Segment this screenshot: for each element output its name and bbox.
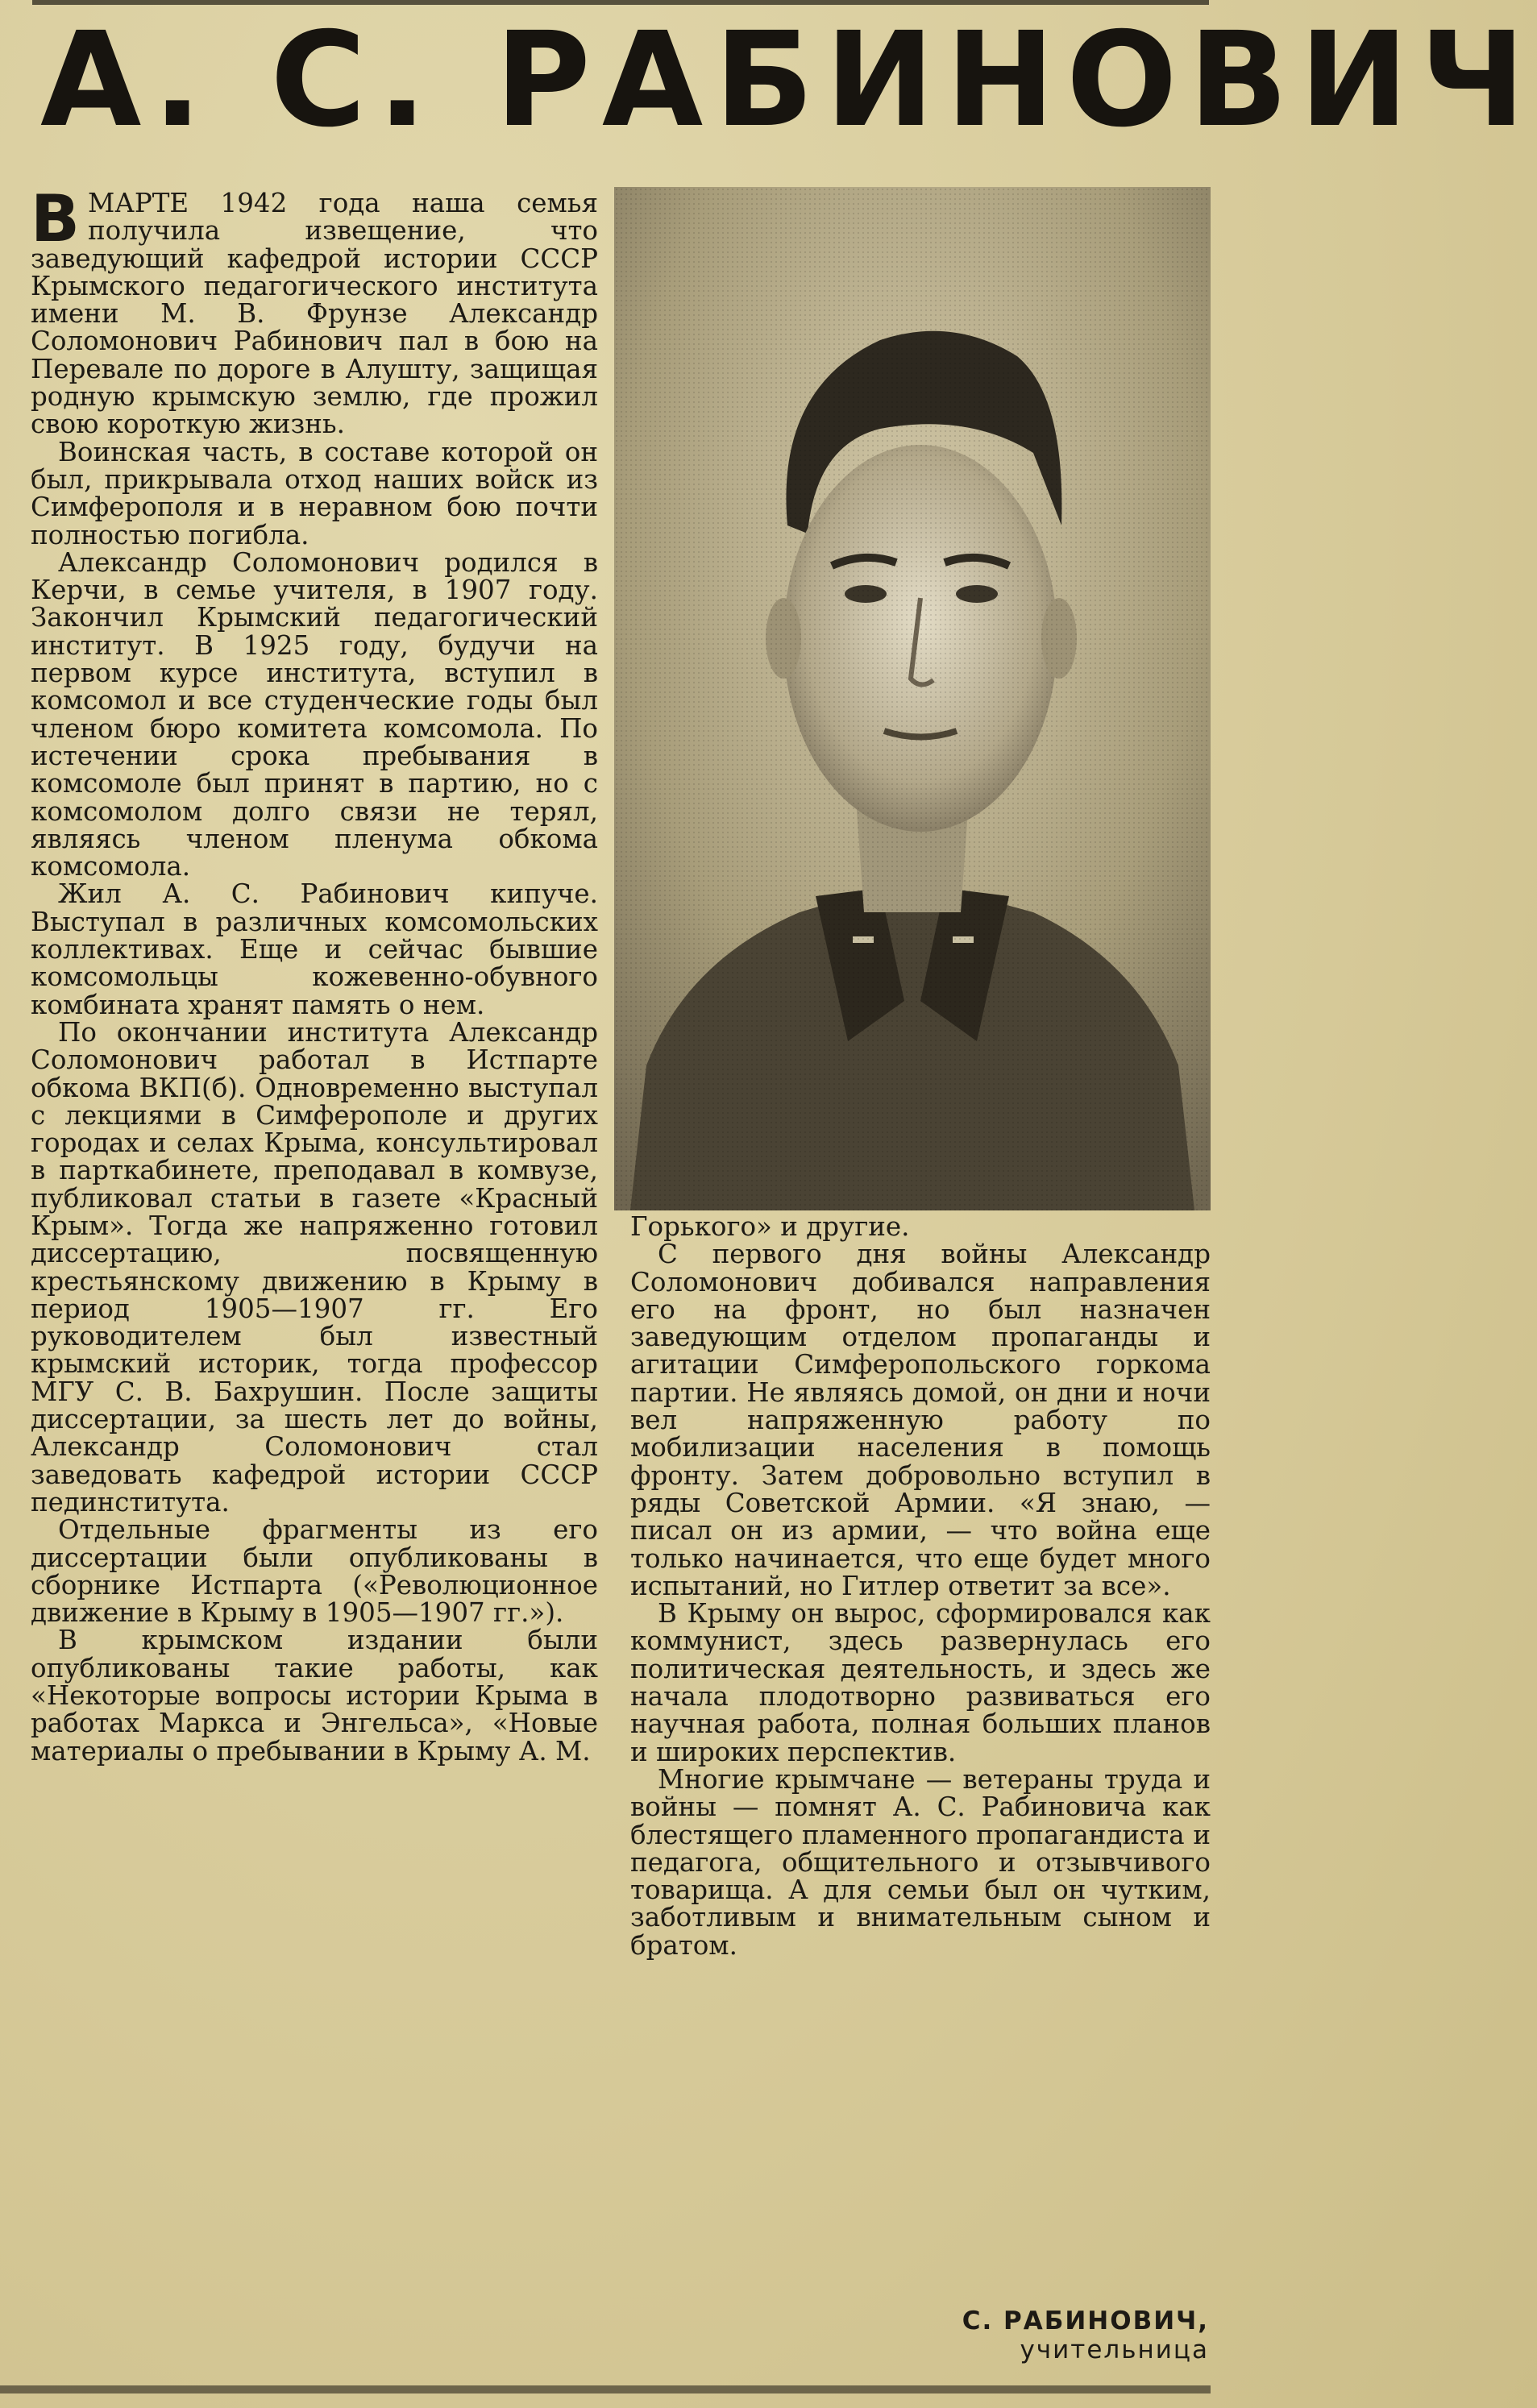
paragraph: В крымском издании были опубликованы такие работы, как «Некоторые вопросы истории Крыма в работах Маркса и Энгельса», «Новые материалы о пребывании в Крыму А. М. xyxy=(31,1625,598,1767)
portrait-illustration xyxy=(614,187,1211,1210)
paragraph: Многие крымчане — ветераны труда и войны — помнят А. С. Рабиновича как блестящего пламенного пропагандиста и педагога, общительного и отзывчивого товарища. А для семьи был он чутким, заботливым и внимательным сыном и братом. xyxy=(630,1763,1211,1961)
paragraph: Воинская часть, в составе которой он был, прикрывала отход наших войск из Симферополя и в неравном бою почти полностью погибла. xyxy=(31,436,598,550)
bottom-rule xyxy=(0,2385,1211,2393)
paragraph: Александр Соломонович родился в Керчи, в семье учителя, в 1907 году. Закончил Крымский педагогический институт. В 1925 году, будучи на первом курсе института, вступил в комсомол и все студенческие годы был членом бюро комитета комсомола. По истечении срока пребывания в комсомоле был принят в партию, но с комсомолом долго связи не терял, являясь членом пленума обкома комсомола. xyxy=(31,546,598,882)
signature-role: учительница xyxy=(1020,2335,1209,2364)
signature-name: С. РАБИНОВИЧ, xyxy=(962,2306,1209,2335)
paragraph: С первого дня войны Александр Соломонович добивался направления его на фронт, но был назначен заведующим отделом пропаганды и агитации Симферопольского горкома партии. Не являясь домой, он дни и ночи вел напряженную работу по мобилизации населения в помощь фронту. Затем добровольно вступил в ряды Советской Армии. «Я знаю, — писал он из армии, — что война еще только начинается, что еще будет много испытаний, но Гитлер ответит за все». xyxy=(630,1239,1211,1601)
paragraph: По окончании института Александр Соломонович работал в Истпарте обкома ВКП(б). Одновременно выступал с лекциями в Симферополе и других городах и селах Крыма, консультировал в парткабинете, преподавал в комвузе, публиковал статьи в газете «Красный Крым». Тогда же напряженно готовил диссертацию, посвященную крестьянскому движению в Крыму в период 1905—1907 гг. Его руководителем был известный крымский историк, тогда профессор МГУ С. В. Бахрушин. После защиты диссертации, за шесть лет до войны, Александр Соломонович стал заведовать кафедрой истории СССР пединститута. xyxy=(31,1016,598,1517)
paragraph: В Крыму он вырос, сформировался как коммунист, здесь развернулась его политическая деятельность, и здесь же начала плодотворно развиваться его научная работа, полная больших планов и широких перспектив. xyxy=(630,1598,1211,1767)
paragraph: Отдельные фрагменты из его диссертации были опубликованы в сборнике Истпарта («Революционное движение в Крыму в 1905—1907 гг.»). xyxy=(31,1514,598,1629)
left-column xyxy=(31,181,598,2357)
signature xyxy=(903,2306,1209,2364)
portrait-photo xyxy=(614,187,1211,1210)
drop-cap: В xyxy=(31,181,80,256)
continuation-text: Горького» и другие. xyxy=(630,1211,910,1242)
paragraph: Жил А. С. Рабинович кипуче. Выступал в различных комсомольских коллективах. Еще и сейчас бывшие комсомольцы кожевенно-обувного комбината хранят память о нем. xyxy=(31,878,598,1020)
headline: А. С. РАБИНОВИЧ xyxy=(40,5,1537,156)
lead-paragraph xyxy=(31,181,598,440)
right-column xyxy=(630,1213,1211,2341)
lead-text: МАРТЕ 1942 года наша семья получила извещение, что заведующий кафедрой истории СССР Крымского педагогического института имени М. В. Фрунзе Александр Соломонович Рабинович пал в бою на Перевале по дороге в Алушту, защищая родную крымскую землю, где прожил свою короткую жизнь. xyxy=(31,188,598,440)
